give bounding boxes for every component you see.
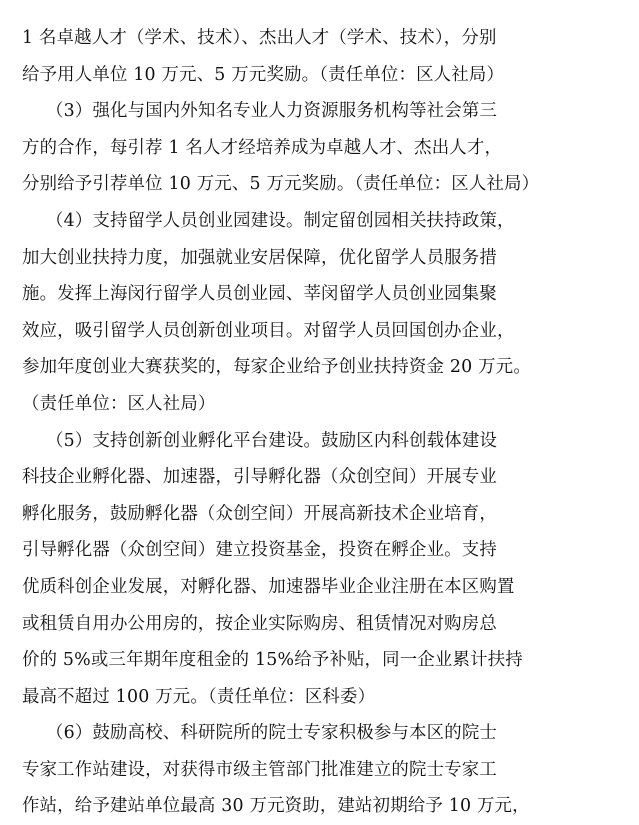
paragraph-3: [22, 93, 617, 203]
text-line: （责任单位：区人社局）: [22, 393, 216, 414]
text-line: 或租赁自用办公用房的，按企业实际购房、租赁情况对购房总: [22, 613, 497, 634]
text-line: 加大创业扶持力度，加强就业安居保障，优化留学人员服务措: [22, 247, 497, 268]
paragraph-5: [22, 423, 617, 716]
paragraph-6: [22, 715, 617, 825]
text-line: （3）强化与国内外知名专业人力资源服务机构等社会第三: [46, 101, 498, 122]
text-line: （5）支持创新创业孵化平台建设。鼓励区内科创载体建设: [46, 430, 498, 451]
text-line: 方的合作，每引荐 1 名人才经培养成为卓越人才、杰出人才，: [22, 137, 503, 158]
text-line: 专家工作站建设，对获得市级主管部门批准建立的院士专家工: [22, 759, 497, 780]
text-line: （6）鼓励高校、科研院所的院士专家积极参与本区的院士: [46, 723, 498, 744]
text-line: 优质科创企业发展，对孵化器、加速器毕业企业注册在本区购置: [22, 576, 515, 597]
text-line: （4）支持留学人员创业园建设。制定留创园相关扶持政策，: [46, 210, 515, 231]
text-line: 作站，给予建站单位最高 30 万元资助，建站初期给予 10 万元，: [22, 796, 530, 817]
text-line: 孵化服务，鼓励孵化器（众创空间）开展高新技术企业培育，: [22, 503, 497, 524]
text-line: 效应，吸引留学人员创新创业项目。对留学人员回国创办企业，: [22, 320, 515, 341]
paragraph-4: [22, 203, 617, 423]
text-line: 1 名卓越人才（学术、技术）、杰出人才（学术、技术），分别: [22, 28, 497, 48]
text-line: 参加年度创业大赛获奖的，每家企业给予创业扶持资金 20 万元。: [22, 357, 531, 378]
paragraph-2-continuation: [22, 20, 617, 93]
text-line: 施。发挥上海闵行留学人员创业园、莘闵留学人员创业园集聚: [22, 284, 497, 305]
text-line: 最高不超过 100 万元。（责任单位：区科委）: [22, 686, 376, 707]
text-line: 科技企业孵化器、加速器，引导孵化器（众创空间）开展专业: [22, 467, 497, 488]
text-line: 价的 5%或三年期年度租金的 15%给予补贴，同一企业累计扶持: [22, 650, 523, 671]
text-line: 给予用人单位 10 万元、5 万元奖励。（责任单位：区人社局）: [22, 64, 505, 85]
text-line: 引导孵化器（众创空间）建立投资基金，投资在孵企业。支持: [22, 540, 497, 561]
text-line: 分别给予引荐单位 10 万元、5 万元奖励。（责任单位：区人社局）: [22, 174, 540, 195]
